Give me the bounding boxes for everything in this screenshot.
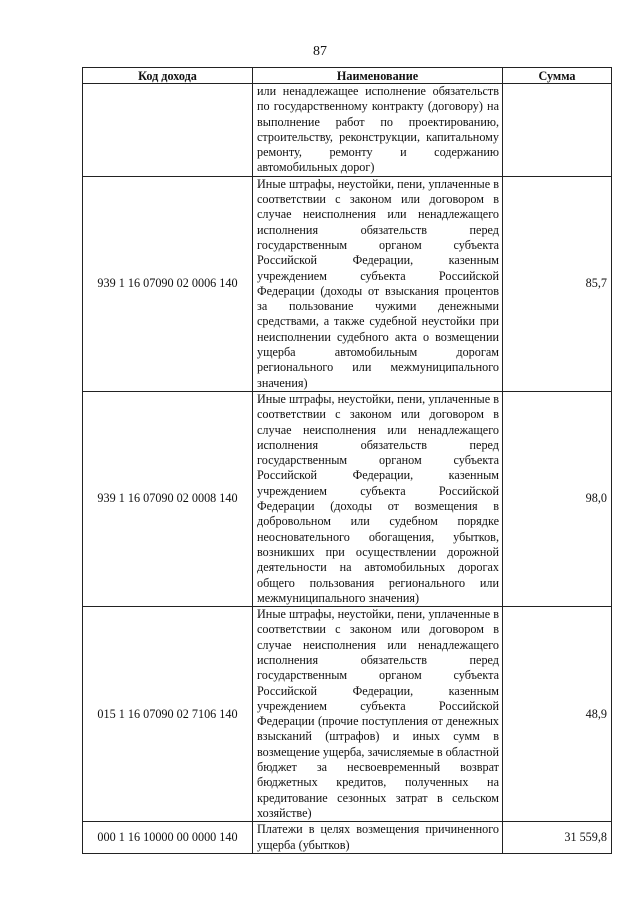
page-number: 87 (313, 44, 327, 59)
row-amount: 31 559,8 (503, 822, 612, 854)
row-code: 015 1 16 07090 02 7106 140 (83, 607, 253, 822)
revenue-table (82, 67, 612, 854)
row-code: 000 1 16 10000 00 0000 140 (83, 822, 253, 854)
row-amount: 85,7 (503, 176, 612, 391)
row-name: Иные штрафы, неустойки, пени, уплаченные в соответствии с законом или договором в случае неисполнения или ненадлежащего исполнения обязательств перед государственным органом субъекта Российской Федерации, казенным учреждением субъекта Российской Федерации (прочие поступления от денежных взысканий (штрафов) и иных сумм в возмещение ущерба, зачисляемые в областной бюджет за несвоевременный возврат бюджетных кредитов, полученных на кредитование сезонных затрат в сельском хозяйстве) (253, 607, 503, 822)
table-row (83, 176, 612, 391)
row-code: 939 1 16 07090 02 0006 140 (83, 176, 253, 391)
row-amount (503, 84, 612, 177)
row-name: или ненадлежащее исполнение обязательств по государственному контракту (договору) на выполнение работ по проектированию, строительству, реконструкции, капитальному ремонту, ремонту и содержанию автомобильных дорог) (253, 84, 503, 177)
table-header-row (83, 68, 612, 84)
row-name: Платежи в целях возмещения причиненного ущерба (убытков) (253, 822, 503, 854)
header-code: Код дохода (83, 68, 253, 84)
row-name: Иные штрафы, неустойки, пени, уплаченные в соответствии с законом или договором в случае неисполнения или ненадлежащего исполнения обязательств перед государственным органом субъекта Российской Федерации, казенным учреждением субъекта Российской Федерации (доходы от взыскания процентов за пользование чужими денежными средствами, а также судебной неустойки при неисполнении судебного акта о возмещении ущерба автомобильным дорогам регионального или межмуниципального значения) (253, 176, 503, 391)
header-name: Наименование (253, 68, 503, 84)
row-amount: 98,0 (503, 391, 612, 606)
header-amount: Сумма (503, 68, 612, 84)
table-row (83, 607, 612, 822)
table-row (83, 391, 612, 606)
row-name: Иные штрафы, неустойки, пени, уплаченные в соответствии с законом или договором в случае неисполнения или ненадлежащего исполнения обязательств перед государственным органом субъекта Российской Федерации, казенным учреждением субъекта Российской Федерации (доходы от возмещения в добровольном или судебном порядке неосновательного обогащения, убытков, возникших при осуществлении дорожной деятельности на автомобильных дорогах общего пользования регионального или межмуниципального значения) (253, 391, 503, 606)
table-row (83, 822, 612, 854)
row-code (83, 84, 253, 177)
row-amount: 48,9 (503, 607, 612, 822)
table-row (83, 84, 612, 177)
row-code: 939 1 16 07090 02 0008 140 (83, 391, 253, 606)
